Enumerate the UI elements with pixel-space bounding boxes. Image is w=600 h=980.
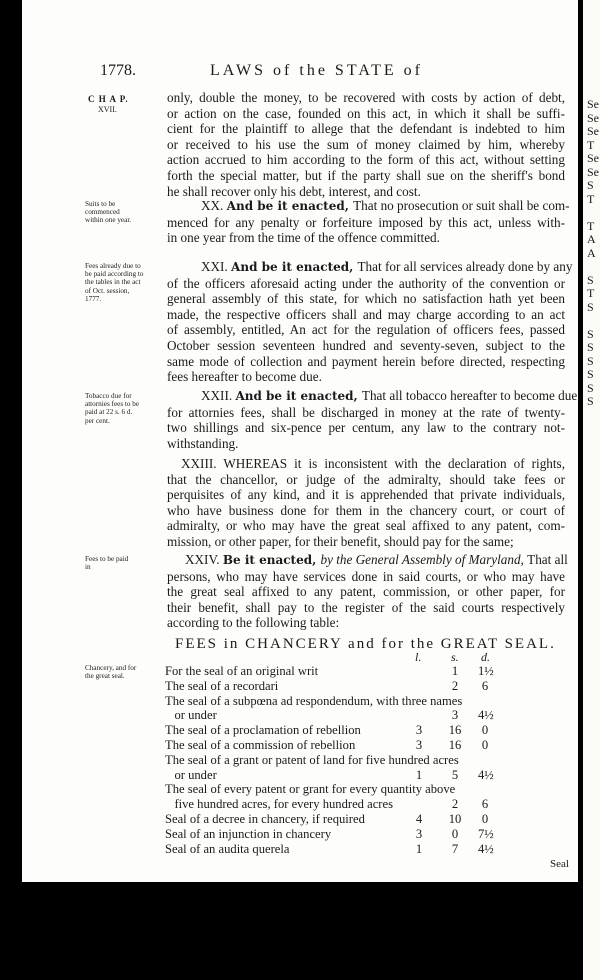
fee-s: 16 [448,723,462,738]
running-title: LAWS of the STATE of [210,62,423,79]
fee-row [165,797,565,811]
edge-fragment: Se [587,164,599,179]
fee-l: 3 [415,738,423,752]
fee-row [165,768,565,782]
text-line: fees hereafter to become due. [167,369,322,385]
fee-description: The seal of every patent or grant for every quantity above [165,782,456,797]
fee-s: 0 [451,826,459,841]
fee-l: 1 [415,767,423,782]
text-line: XXIII. WHEREAS it is inconsistent with the declaration of rights, [181,456,565,471]
fee-d: 4½ [478,841,494,856]
fee-row [165,694,565,708]
edge-fragment: T [587,218,595,233]
enacted-phrase: And be it enacted, [235,389,362,403]
edge-fragment: S [587,353,594,368]
fee-description: The seal of a grant or patent of land for five hundred acres [165,752,459,767]
edge-fragment: S [587,326,594,341]
edge-fragment [583,260,600,274]
fee-description: or under [165,708,217,723]
edge-fragment: T [587,137,595,152]
edge-fragment [583,314,600,328]
fee-description: five hundred acres, for every hundred acres [165,797,393,812]
fee-s: 5 [451,767,459,782]
edge-fragment: S [587,299,594,314]
fee-d: 6 [481,797,489,812]
text-line: made, the respective officers shall and may charge according to an act [167,306,565,322]
fee-l: 1 [415,841,423,856]
section-xxi-text [167,259,573,385]
fee-s: 1 [451,664,459,678]
fee-l: 3 [415,723,423,738]
fee-d: 0 [481,738,489,752]
text-line: admiralty, or who may have the great seal affixed to any patent, com- [167,518,565,534]
fee-d: 4½ [478,767,494,782]
column-header: d. [481,650,490,664]
fee-s: 10 [448,812,462,826]
column-header: s. [451,650,459,664]
enacted-phrase: Be it enacted, [222,553,321,567]
section-xxiv-text [167,552,568,631]
text-line: of assembly, entitled, An act for the regulation of officers fees, passed [167,322,565,338]
column-header: l. [415,650,422,664]
edge-fragment: S [587,394,594,408]
fee-row [165,723,565,737]
fee-s: 2 [451,678,459,693]
edge-fragment: T [587,286,595,300]
text-line: for attornies fees, shall be discharged in money at the rate of twenty- [167,404,565,420]
fee-d: 0 [481,723,489,738]
text-line: or action on the case, founded on this act, in which it shall be suffi- [167,105,565,121]
fee-s: 3 [451,708,459,723]
fee-row [165,827,565,841]
text-line: same mode of collection and payment herein before directed, respecting [167,353,565,369]
page-year: 1778. [100,62,136,79]
text-line: withstanding. [167,435,239,451]
table-margin-note: Chancery, and for the great seal. [85,664,137,681]
fee-description: Seal of an injunction in chancery [165,826,332,841]
fee-row [165,812,565,826]
section-xxii-text [167,388,578,451]
section-number: XXI. [201,259,232,274]
text-line: forth the special matter, but if the party shall sue on the sheriff's bond [167,167,565,183]
margin-note-xx: Suits to be commenced within one year. [85,200,132,225]
text-line: of the officers aforesaid acting under the authority of the convention or [167,275,565,291]
text-line: cient for the plaintiff to allege that the defendant is indebted to him [167,121,565,137]
fee-row [165,842,565,856]
fee-description: The seal of a subpœna ad respondendum, with three names [165,693,463,708]
text-line: menced for any penalty or forfeiture imposed by this act, unless with- [167,214,565,230]
edge-fragment: Se [587,124,599,138]
fee-s: 16 [448,738,462,752]
fee-d: 1½ [478,664,494,678]
margin-note-xxiv: Fees to be paid in [85,555,129,572]
section-number: XX. [201,198,227,213]
fee-description: The seal of a recordari [165,678,279,693]
fee-row [165,679,565,693]
fee-d: 6 [481,678,489,693]
fee-row [165,753,565,767]
edge-fragment: S [587,367,594,381]
fee-description: The seal of a commission of rebellion [165,738,356,752]
text-line: XXI. And be it enacted, That for all services already done by any [201,259,573,274]
table-title: FEES in CHANCERY and for the GREAT SEAL. [175,636,556,652]
chapter-number: XVII. [98,105,117,114]
text-line: only, double the money, to be recovered with costs by action of debt, [167,90,565,105]
fee-description: Seal of an audita querela [165,841,290,856]
enacted-phrase: And be it enacted, [231,260,358,274]
text-line: who have business done for them in the chancery court, or court of [167,502,565,518]
text-line: XX. And be it enacted, That no prosecution or suit shall be com- [201,198,570,213]
fee-description: The seal of a proclamation of rebellion [165,723,361,738]
text-line: persons, who may have services done in said courts, or who may have [167,568,565,584]
section-xix-text [167,90,565,199]
margin-note-xxi: Fees already due to be paid according to the tables in the act of Oct. session, 1777. [85,262,144,303]
text-line: action accrued to him according to the form of this act, without setting [167,152,565,168]
edge-fragment: Se [587,151,599,165]
edge-fragment: S [587,178,594,192]
edge-fragment: Se [587,97,599,111]
text-line: that the chancellor, or judge of the admiralty, should take fees or [167,471,565,487]
text-line: October session seventeen hundred and seventy-seven, subject to the [167,337,565,353]
text-line: perquisites of any kind, and it is apprehended that private individuals, [167,487,565,503]
fee-l: 4 [415,812,423,826]
catchword: Seal [550,858,569,870]
edge-fragment: S [587,340,594,354]
edge-fragment: T [587,191,595,206]
section-xx-text [167,198,570,246]
text-line: their benefit, shall pay to the register of the said courts respectively [167,599,565,615]
fee-l: 3 [415,826,423,841]
next-page-edge [583,0,600,980]
fee-s: 7 [451,841,459,856]
section-number: XXII. [201,388,236,403]
text-line: general assembly of this state, for which no satisfaction hath yet been [167,291,565,307]
fee-d: 0 [481,812,489,826]
text-line: XXII. And be it enacted, That all tobacco hereafter to become due [201,388,578,403]
text-line: or received to his use the sum of money claimed by him, whereby [167,136,565,152]
margin-note-xxii: Tobacco due for attornies fees to be paid at 22 s. 6 d. per cent. [85,392,140,425]
enacted-phrase: And be it enacted, [226,199,354,213]
edge-fragment: S [587,380,594,395]
text-line: the great seal affixed to any patent, commission, or other paper, for [167,584,565,600]
edge-fragment: A [587,232,596,246]
italic-phrase: by the General Assembly of Maryland, [320,552,528,567]
text-line: he shall recover only his debt, interest, and cost. [167,183,421,199]
text-line: XXIV. Be it enacted, by the General Assembly of Maryland, That all [185,552,568,567]
fee-description: For the seal of an original writ [165,664,319,678]
edge-fragment: Se [587,110,599,125]
text-line: mission, or other paper, for their benefit, should pay for the same; [167,533,514,549]
text-line: two shillings and six-pence per centum, any law to the contrary not- [167,420,565,436]
edge-fragment [583,206,600,220]
fee-row [165,738,565,752]
text-line: in one year from the time of the offence committed. [167,230,440,246]
chapter-label: C H A P. [88,94,129,104]
edge-fragment: S [587,272,594,287]
fee-description: Seal of a decree in chancery, if required [165,812,365,826]
fee-d: 7½ [478,826,494,841]
fee-row [165,664,565,678]
text-line: according to the following table: [167,615,340,631]
fee-d: 4½ [478,708,494,723]
fee-row [165,708,565,722]
section-xxiii-text [167,456,565,550]
fee-description: or under [165,767,217,782]
fee-s: 2 [451,797,459,812]
section-number: XXIV. [185,552,223,567]
fee-row [165,782,565,796]
edge-fragment: A [587,245,596,260]
